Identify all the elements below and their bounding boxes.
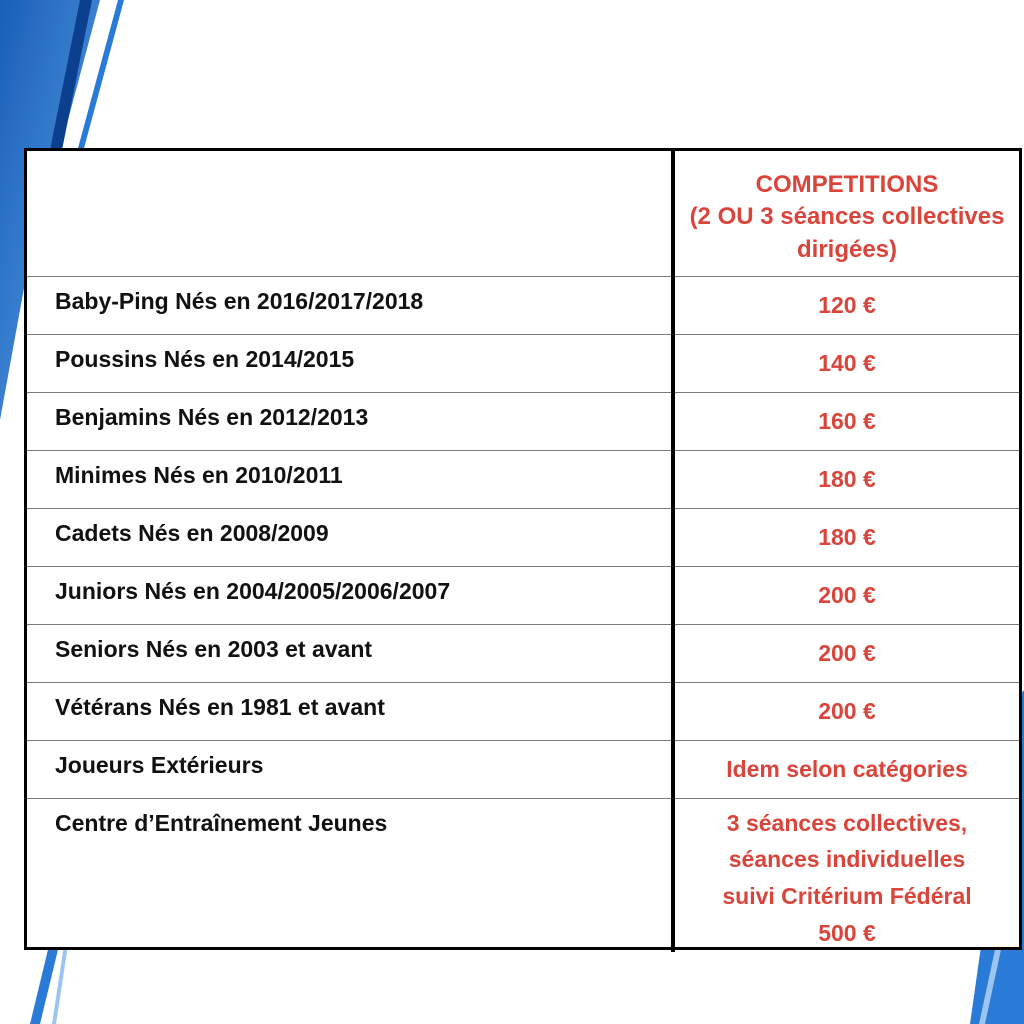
table-row — [27, 682, 1019, 740]
row-category: Minimes Nés en 2010/2011 — [27, 450, 673, 508]
row-price: Idem selon catégories — [673, 740, 1019, 798]
header-empty-cell — [27, 151, 673, 276]
last-row-line3: suivi Critérium Fédéral — [722, 883, 972, 910]
last-row-line2: séances individuelles — [728, 846, 966, 873]
table-row — [27, 334, 1019, 392]
row-category: Seniors Nés en 2003 et avant — [27, 624, 673, 682]
table-row-last — [27, 798, 1019, 952]
table-header-row — [27, 151, 1019, 276]
last-row-price: 500 € — [818, 919, 876, 946]
row-category: Poussins Nés en 2014/2015 — [27, 334, 673, 392]
row-category: Baby-Ping Nés en 2016/2017/2018 — [27, 276, 673, 334]
table-row — [27, 508, 1019, 566]
row-category: Cadets Nés en 2008/2009 — [27, 508, 673, 566]
row-price: 200 € — [673, 624, 1019, 682]
table-row — [27, 392, 1019, 450]
row-category: Benjamins Nés en 2012/2013 — [27, 392, 673, 450]
table-row — [27, 276, 1019, 334]
row-price: 200 € — [673, 566, 1019, 624]
row-price: 120 € — [673, 276, 1019, 334]
table-row — [27, 450, 1019, 508]
last-row-value-cell — [673, 798, 1019, 952]
row-price: 160 € — [673, 392, 1019, 450]
last-row-line1: 3 séances collectives, — [726, 809, 968, 836]
row-price: 180 € — [673, 450, 1019, 508]
pricing-table — [24, 148, 1022, 950]
row-price: 200 € — [673, 682, 1019, 740]
header-title: COMPETITIONS — [755, 171, 939, 198]
table-row — [27, 740, 1019, 798]
header-subtitle-line1: (2 OU 3 séances collectives — [689, 203, 1005, 231]
table-row — [27, 566, 1019, 624]
header-competitions-cell — [673, 151, 1019, 276]
row-category: Joueurs Extérieurs — [27, 740, 673, 798]
table-row — [27, 624, 1019, 682]
row-category: Juniors Nés en 2004/2005/2006/2007 — [27, 566, 673, 624]
last-row-category: Centre d’Entraînement Jeunes — [55, 809, 388, 836]
row-price: 140 € — [673, 334, 1019, 392]
row-category: Vétérans Nés en 1981 et avant — [27, 682, 673, 740]
row-price: 180 € — [673, 508, 1019, 566]
header-subtitle-line2: dirigées) — [796, 235, 898, 263]
